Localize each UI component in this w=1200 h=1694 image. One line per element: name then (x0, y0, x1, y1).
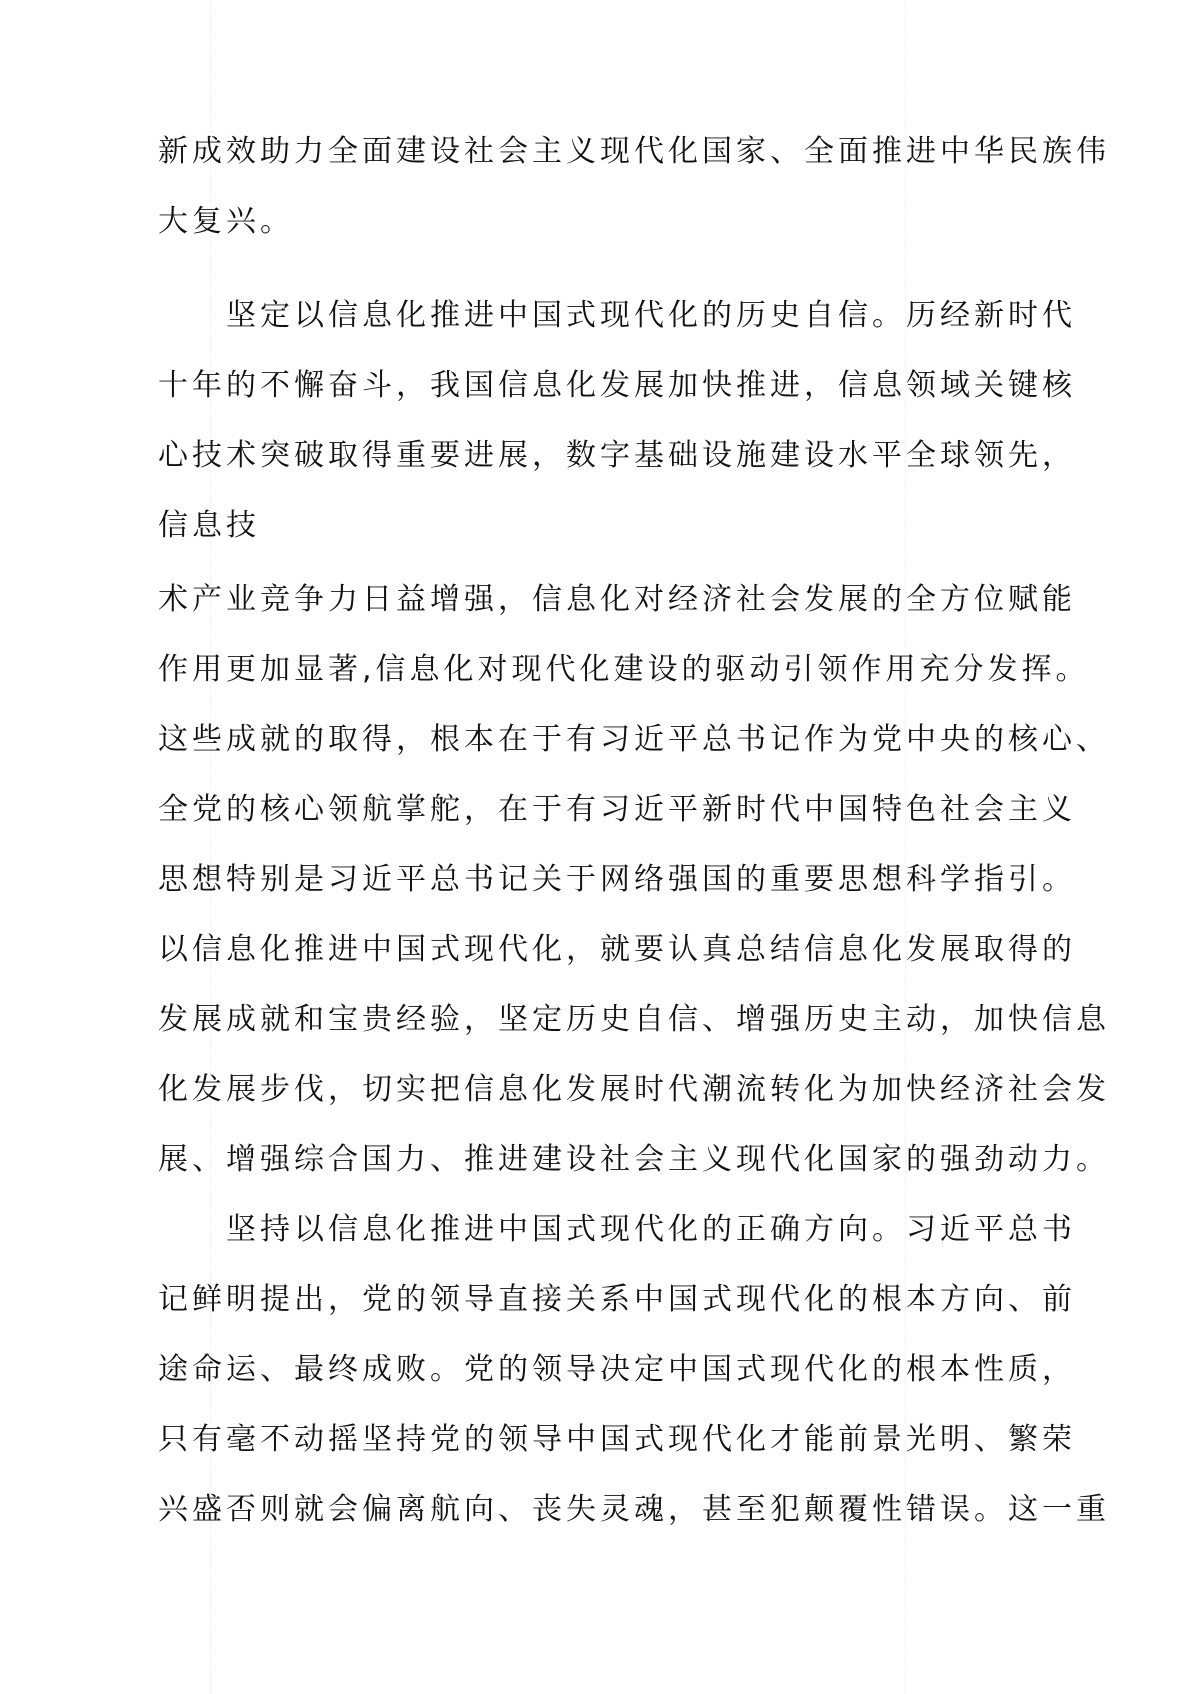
paragraph-first-line: 坚定以信息化推进中国式现代化的历史自信。历经新时代 (226, 298, 1076, 333)
text-line: 作用更加显著,信息化对现代化建设的驱动引领作用充分发挥。 (158, 652, 1090, 687)
text-line: 只有毫不动摇坚持党的领导中国式现代化才能前景光明、繁荣 (158, 1422, 1076, 1457)
text-line: 心技术突破取得重要进展，数字基础设施建设水平全球领先， (158, 438, 1076, 473)
text-line: 大复兴。 (158, 204, 294, 239)
text-line: 全党的核心领航掌舵，在于有习近平新时代中国特色社会主义 (158, 792, 1076, 827)
text-line: 兴盛否则就会偏离航向、丧失灵魂，甚至犯颠覆性错误。这一重 (158, 1492, 1110, 1527)
text-line: 信息技 (158, 508, 260, 543)
text-line: 记鲜明提出，党的领导直接关系中国式现代化的根本方向、前 (158, 1282, 1076, 1317)
text-line: 以信息化推进中国式现代化，就要认真总结信息化发展取得的 (158, 932, 1076, 967)
paragraph-first-line: 坚持以信息化推进中国式现代化的正确方向。习近平总书 (226, 1212, 1076, 1247)
text-line: 术产业竞争力日益增强，信息化对经济社会发展的全方位赋能 (158, 582, 1076, 617)
text-line: 发展成就和宝贵经验，坚定历史自信、增强历史主动，加快信息 (158, 1002, 1110, 1037)
text-line: 十年的不懈奋斗，我国信息化发展加快推进，信息领域关键核 (158, 368, 1076, 403)
text-line: 这些成就的取得，根本在于有习近平总书记作为党中央的核心、 (158, 722, 1110, 757)
text-line: 新成效助力全面建设社会主义现代化国家、全面推进中华民族伟 (158, 134, 1110, 169)
text-line: 途命运、最终成败。党的领导决定中国式现代化的根本性质， (158, 1352, 1076, 1387)
text-line: 展、增强综合国力、推进建设社会主义现代化国家的强劲动力。 (158, 1142, 1110, 1177)
text-line: 思想特别是习近平总书记关于网络强国的重要思想科学指引。 (158, 862, 1076, 897)
text-line: 化发展步伐，切实把信息化发展时代潮流转化为加快经济社会发 (158, 1072, 1110, 1107)
